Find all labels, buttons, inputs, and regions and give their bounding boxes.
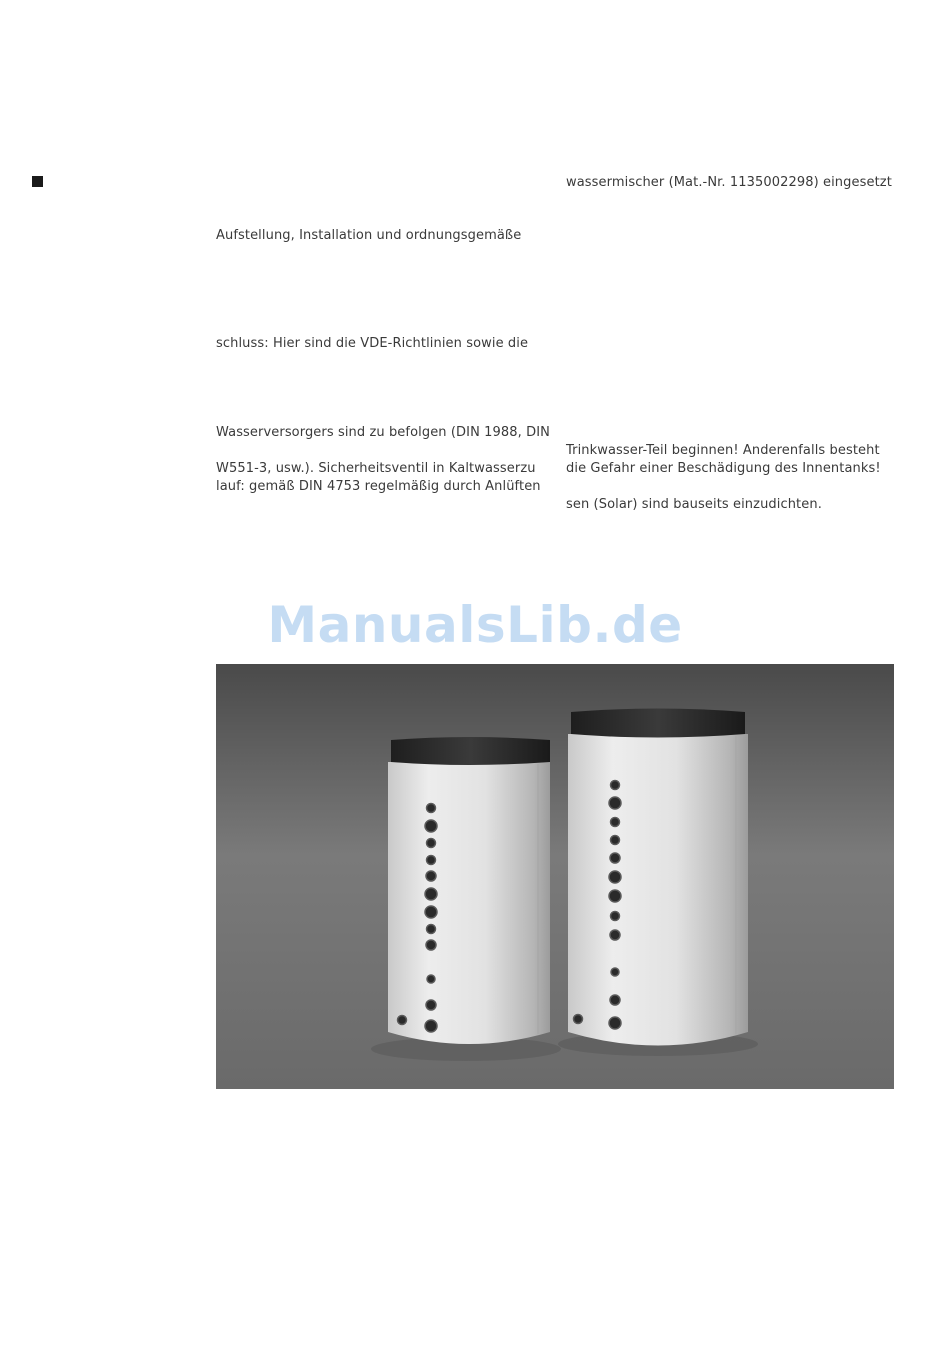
large-tank (568, 709, 748, 1046)
section-bullet-marker (32, 176, 43, 187)
left-text-line-2: schluss: Hier sind die VDE-Richtlinien sowie die (216, 336, 529, 351)
small-tank (388, 737, 550, 1044)
left-text-line-3: Wasserversorgers sind zu befolgen (DIN 1988, DIN (216, 425, 550, 440)
right-text-line-3: die Gefahr einer Beschädigung des Innentanks! (566, 461, 881, 476)
watermark-logo: ManualsLib.de (267, 596, 683, 654)
storage-tanks-photo (216, 664, 894, 1089)
left-text-line-5: lauf: gemäß DIN 4753 regelmäßig durch Anlüften (216, 479, 541, 494)
right-text-line-1: wassermischer (Mat.-Nr. 1135002298) eingesetzt (566, 175, 892, 190)
left-text-line-1: Aufstellung, Installation und ordnungsgemäße (216, 228, 522, 243)
right-text-line-4: sen (Solar) sind bauseits einzudichten. (566, 497, 822, 512)
right-text-line-2: Trinkwasser-Teil beginnen! Anderenfalls besteht (566, 443, 880, 458)
left-text-line-4: W551-3, usw.). Sicherheitsventil in Kaltwasserzu (216, 461, 536, 476)
